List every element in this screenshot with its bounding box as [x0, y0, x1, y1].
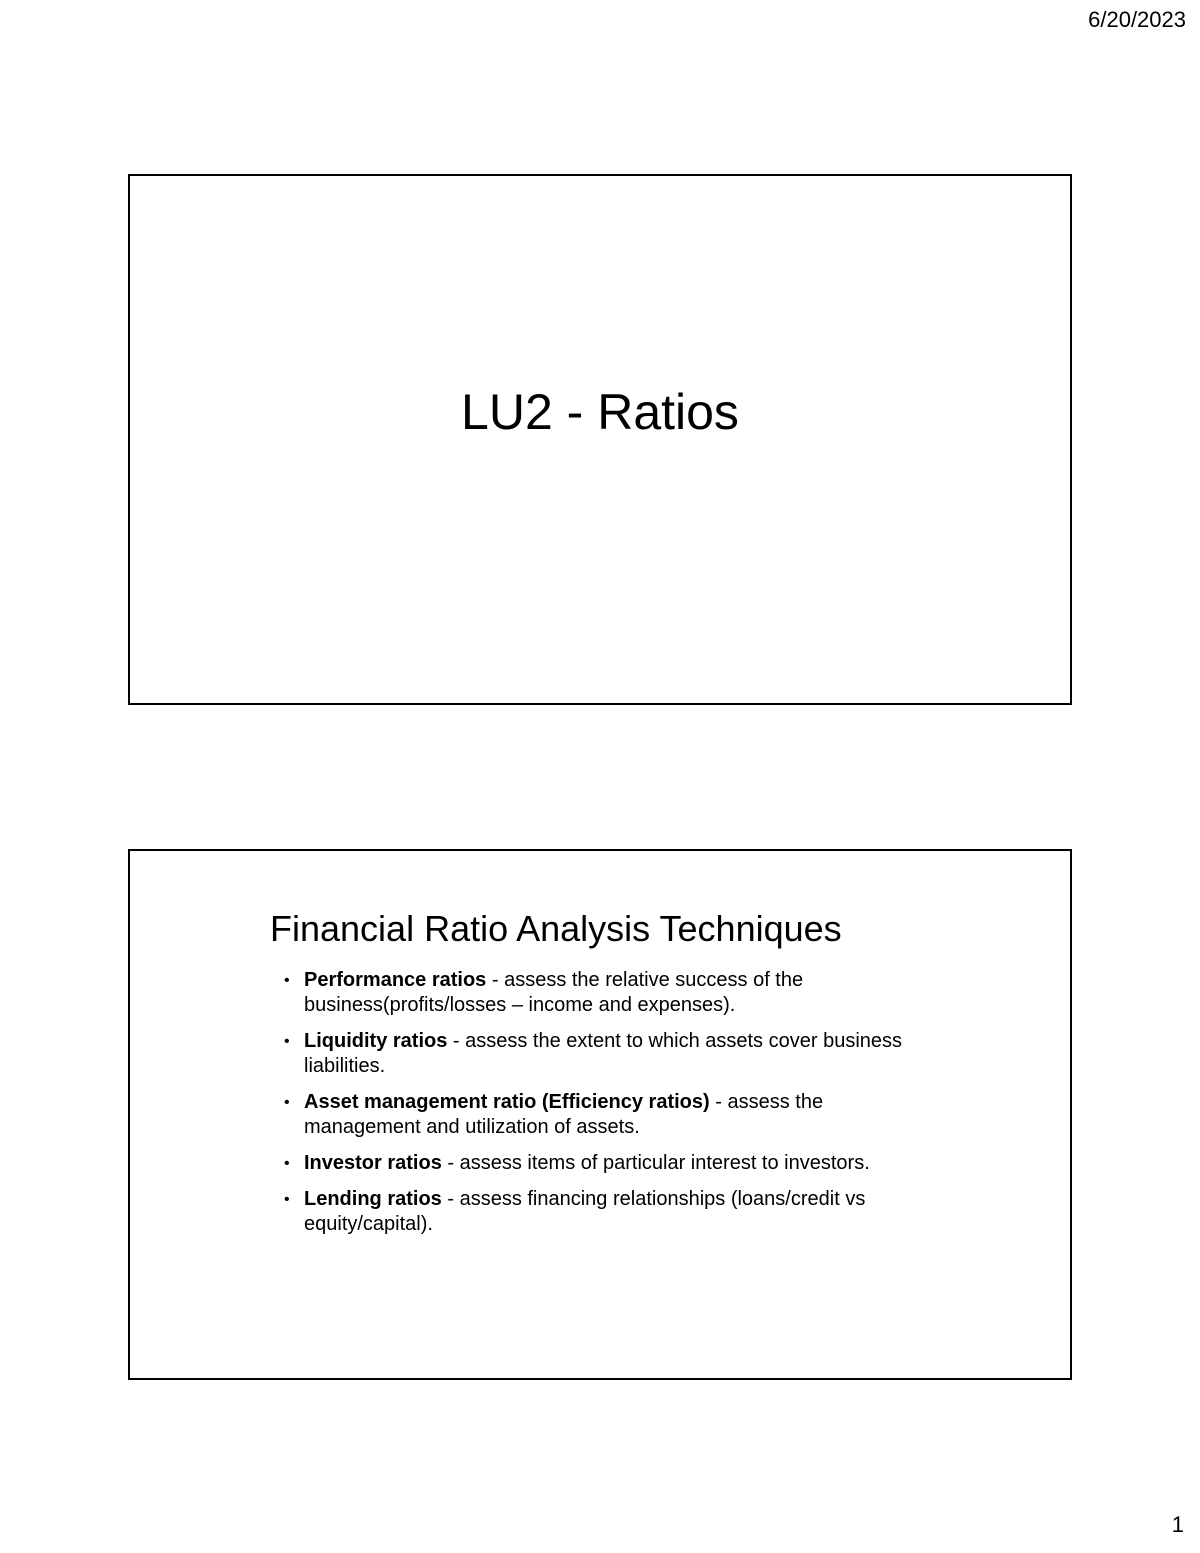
bullet-dot-icon: • [284, 972, 290, 989]
bullet-item-asset-management [282, 1090, 902, 1140]
slide-1 [128, 174, 1072, 705]
slide-2 [128, 849, 1072, 1380]
bullet-term: Investor ratios [304, 1152, 442, 1174]
page-date: 6/20/2023 [1088, 7, 1186, 32]
bullet-item-performance [282, 968, 902, 1018]
bullet-dot-icon: • [284, 1033, 290, 1050]
bullet-text: - assess the management and utilization of assets. [304, 1091, 824, 1138]
bullet-list [282, 968, 902, 1248]
bullet-item-lending [282, 1187, 902, 1237]
bullet-text: - assess the relative success of the business(profits/losses – income and expenses). [304, 969, 804, 1016]
bullet-text: - assess the extent to which assets cover business liabilities. [304, 1030, 903, 1077]
bullet-term: Lending ratios [304, 1188, 442, 1210]
page-number: 1 [1171, 1512, 1184, 1537]
bullet-dot-icon: • [284, 1155, 290, 1172]
slide-1-title: LU2 - Ratios [461, 384, 739, 440]
bullet-dot-icon: • [284, 1191, 290, 1208]
bullet-term: Liquidity ratios [304, 1030, 448, 1052]
bullet-text: - assess items of particular interest to investors. [441, 1152, 870, 1174]
bullet-dot-icon: • [284, 1094, 290, 1111]
bullet-item-liquidity [282, 1029, 902, 1079]
bullet-text: - assess financing relationships (loans/credit vs equity/capital). [304, 1188, 866, 1235]
bullet-term: Asset management ratio (Efficiency ratios) [304, 1091, 710, 1113]
bullet-term: Performance ratios [304, 969, 487, 991]
bullet-item-investor [282, 1151, 902, 1176]
slide-2-title: Financial Ratio Analysis Techniques [270, 908, 842, 949]
